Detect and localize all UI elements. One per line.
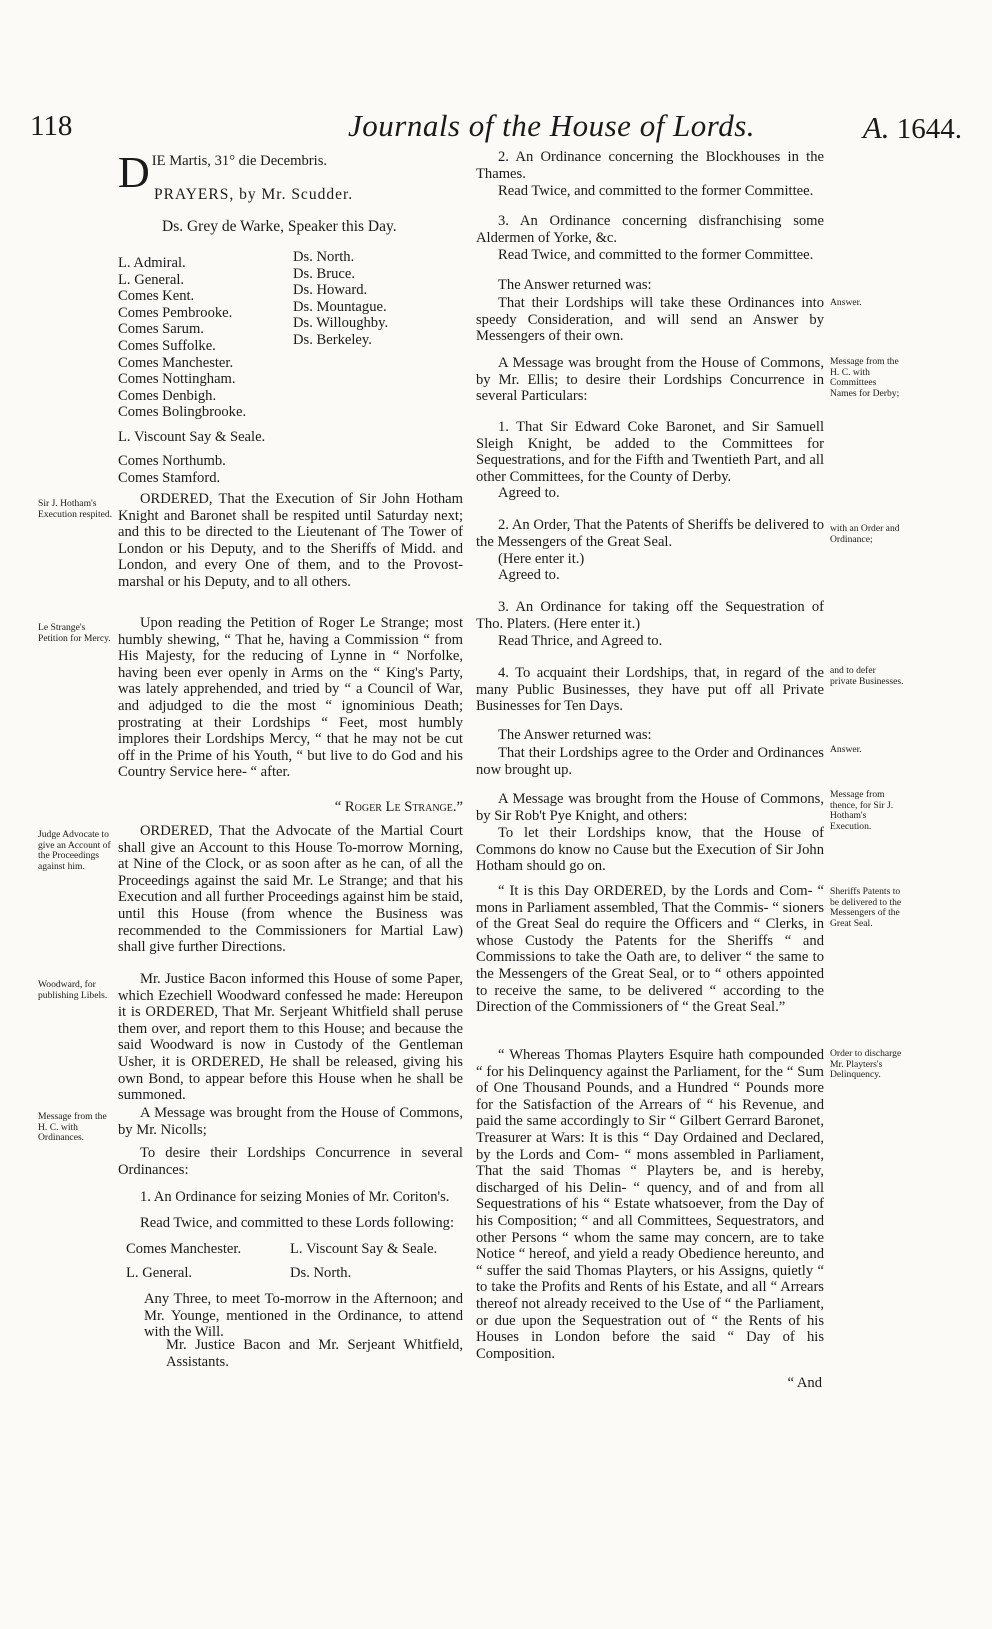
date-text: IE Martis, 31° die Decembris.: [151, 153, 328, 169]
margin-note-hotham: Sir J. Hotham's Execution respited.: [38, 498, 113, 520]
lord-entry: Comes Sarum.: [118, 321, 204, 338]
lord-entry: Comes Pembrooke.: [118, 304, 233, 321]
year: [863, 110, 962, 146]
margin-note-answer-1: Answer.: [830, 297, 862, 308]
year-number: 1644.: [896, 113, 962, 145]
assistants: Mr. Justice Bacon and Mr. Serjeant Whitfield, Assistants.: [166, 1337, 463, 1370]
margin-note-judge: Judge Advocate to give an Account of the Proceedings against him.: [38, 829, 111, 872]
lord-entry: Comes Northumb.: [118, 453, 226, 469]
answer-2: That their Lordships agree to the Order and Ordinances now brought up.: [476, 745, 824, 778]
speaker-line: Ds. Grey de Warke, Speaker this Day.: [162, 218, 397, 235]
lord-entry: Ds. Howard.: [293, 282, 368, 299]
message-pye: A Message was brought from the House of Commons, by Sir Rob't Pye Knight, and others:: [476, 791, 824, 824]
ordinance-1: 1. An Ordinance for seizing Monies of Mr. Coriton's.: [140, 1189, 450, 1205]
lords-list-1: [118, 255, 288, 421]
lord-entry: Ds. Willoughby.: [293, 315, 389, 332]
woodward-order: Mr. Justice Bacon informed this House of some Paper, which Ezechiell Woodward confessed he made: Hereupon it is ORDERED, That Mr. Serjeant Whitfield shall peruse them over, and report them to this House; and because the said Woodward is now in Custody of the Gentleman Usher, it is ORDERED, He shall be released, giving his own Bond, to appear before this House when he shall be summoned.: [118, 971, 463, 1104]
lord-entry: Comes Nottingham.: [118, 371, 236, 388]
lord-entry: Ds. Mountague.: [293, 298, 387, 315]
any-three: Any Three, to meet To-morrow in the Afternoon; and Mr. Younge, mentioned in the Ordinance, to attend with the Will.: [144, 1291, 463, 1341]
lord-entry: L. General.: [118, 271, 185, 288]
catchword: “ And: [787, 1375, 822, 1391]
lord-entry: Ds. Bruce.: [293, 265, 356, 282]
answer-intro-2: The Answer returned was:: [498, 727, 652, 743]
answer-intro-1: The Answer returned was:: [498, 277, 652, 293]
read-twice-1: Read Twice, and committed to these Lords following:: [140, 1215, 455, 1231]
committee-member: L. Viscount Say & Seale.: [290, 1241, 438, 1257]
agreed-2: Agreed to.: [498, 567, 560, 583]
lords-list-3: [118, 453, 463, 486]
let-know: To let their Lordships know, that the House of Commons do know no Cause but the Execution of Sir John Hotham should go on.: [476, 825, 824, 875]
lord-entry: Comes Kent.: [118, 288, 195, 305]
lestrange-petition: Upon reading the Petition of Roger Le Strange; most humbly shewing, “ That he, having a Commission “ from His Majesty, for the reducing of Lynne in “ Norfolke, having been ever openly in Arms on the “ King's Party, was lately apprehended, and tried by “ a Council of War, and adjudged to die the most “ ignominious Death; prostrating at their Lordships “ Feet, most humbly implores their Lordships Mercy, “ that he may not be cut off in the Prime of his Youth, “ but live to do God and his Country Service here- “ after.: [118, 615, 463, 781]
margin-note-answer-2: Answer.: [830, 744, 862, 755]
message-nicolls: A Message was brought from the House of Commons, by Mr. Nicolls;: [118, 1105, 463, 1138]
item-4: 4. To acquaint their Lordships, that, in regard of the many Public Businesses, they have put off all Private Businesses for Ten Days.: [476, 665, 824, 715]
agreed-1: Agreed to.: [498, 485, 560, 501]
margin-note-players: Order to discharge Mr. Playters's Delinquency.: [830, 1048, 902, 1081]
margin-note-woodward: Woodward, for publishing Libels.: [38, 979, 108, 1001]
margin-note-message-names: Message from the H. C. with Committees Names for Derby;: [830, 356, 900, 399]
ordinance-2: 2. An Ordinance concerning the Blockhouses in the Thames.: [476, 149, 824, 182]
read-twice-3: Read Twice, and committed to the former Committee.: [498, 247, 814, 263]
lord-entry: Comes Denbigh.: [118, 387, 217, 404]
message-ellis: A Message was brought from the House of Commons, by Mr. Ellis; to desire their Lordships Concurrence in several Particulars:: [476, 355, 824, 405]
date-dropcap: D: [118, 148, 150, 197]
lord-entry: Comes Stamford.: [118, 469, 221, 486]
item-2: 2. An Order, That the Patents of Sheriffs be delivered to the Messengers of the Great Seal.: [476, 517, 824, 550]
committee-member: Ds. North.: [290, 1265, 352, 1281]
ordinance-3: 3. An Ordinance concerning disfranchising some Aldermen of Yorke, &c.: [476, 213, 824, 246]
margin-note-message: Message from the H. C. with Ordinances.: [38, 1111, 107, 1144]
lestrange-signature: “ Roger Le Strange.”: [334, 799, 463, 815]
committee-member: L. General.: [126, 1265, 193, 1281]
lord-entry: Comes Suffolke.: [118, 337, 216, 354]
margin-note-lestrange: Le Strange's Petition for Mercy.: [38, 622, 111, 644]
desire-concurrence: To desire their Lordships Concurrence in several Ordinances:: [118, 1145, 463, 1178]
lord-entry: L. Admiral.: [118, 255, 186, 271]
page-header: [30, 106, 962, 150]
margin-note-message-hotham: Message from thence, for Sir J. Hotham's Execution.: [830, 789, 894, 832]
item-1: 1. That Sir Edward Coke Baronet, and Sir Samuell Sleigh Knight, be added to the Committees for Sequestrations, and for the Fifth and Twentieth Part, and all other Committees, for the County of Derby.: [476, 419, 824, 485]
answer-1: That their Lordships will take these Ordinances into speedy Consideration, and will send an Answer by Messengers of their own.: [476, 295, 824, 345]
hotham-order: ORDERED, That the Execution of Sir John Hotham Knight and Baronet shall be respited until Saturday next; and this to be directed to the Lieutenant of The Tower of London or his Deputy, and to the Sheriffs of Midd. and London, and every One of them, and to the Provost-marshal or his Deputy, and to all others.: [118, 491, 463, 590]
committee-member: Comes Manchester.: [126, 1241, 242, 1257]
read-thrice: Read Thrice, and Agreed to.: [498, 633, 663, 649]
lord-entry: Comes Manchester.: [118, 354, 234, 371]
prayers-line: PRAYERS, by Mr. Scudder.: [154, 186, 354, 203]
lord-entry: Ds. North.: [293, 249, 355, 265]
margin-note-sheriffs: Sheriffs Patents to be delivered to the Messengers of the Great Seal.: [830, 886, 902, 929]
margin-note-defer: and to defer private Businesses.: [830, 665, 904, 687]
page-number: 118: [30, 110, 73, 142]
order-sheriffs: “ It is this Day ORDERED, by the Lords and Com- “ mons in Parliament assembled, That the Commis- “ sioners of the Great Seal do require the Officers and “ Clerks, in whose Custody the Patents for the Sheriffs “ and Commissions to take the Oath are, to deliver “ the same to the Messengers of the Great Seal, or to “ others appointed to receive the same, to be delivered “ according to the Direction of the Commissioners of “ the Great Seal.”: [476, 883, 824, 1016]
year-letter: A.: [862, 110, 890, 145]
order-players: “ Whereas Thomas Playters Esquire hath compounded “ for his Delinquency against the Parliament, for the “ Sum of One Thousand Pounds, and a Hundred “ Pounds more for the Satisfaction of the Arrears of “ his Revenue, and paid the same accordingly to Sir “ Gilbert Gerrard Baronet, Treasurer at Wars: It is this “ Day Ordained and Declared, by the Lords and Com- “ mons assembled in Parliament, That the said Thomas “ Playters be, and is hereby, discharged of his Delin- “ quency, and of and from all Sequestrations of his “ Estate whatsoever, from the Day of his Composition; “ and all Committees, Sequestrators, and other Persons “ whom the same may concern, are to take Notice “ hereof, and yield a ready Obedience hereunto, and “ suffer the said Thomas Playters, or his Assigns, quietly “ to take the Profits and Rents of his Estate, and all “ Arrears thereof not already received to the Use of “ the Parliament, or due upon the Sequestration out of “ the Rents of his Houses in London before the said “ Day of his Composition.: [476, 1047, 824, 1362]
lord-entry: Comes Bolingbrooke.: [118, 404, 247, 421]
lord-viscount: L. Viscount Say & Seale.: [118, 429, 266, 445]
read-twice-2: Read Twice, and committed to the former Committee.: [498, 183, 814, 199]
here-enter-1: (Here enter it.): [498, 551, 585, 567]
lord-entry: Ds. Berkeley.: [293, 331, 372, 348]
margin-note-with-order: with an Order and Ordinance;: [830, 523, 900, 545]
judge-advocate-order: ORDERED, That the Advocate of the Martial Court shall give an Account to this House To-morrow Morning, at Nine of the Clock, or as soon after as he can, of all the Proceedings against the said Mr. Le Strange; and that his Execution and all further Proceedings against him be staid, until this House (from whence the Business was recommended to the Commissioners for Martial Law) shall give further Directions.: [118, 823, 463, 956]
item-3: 3. An Ordinance for taking off the Sequestration of Tho. Platers. (Here enter it.): [476, 599, 824, 632]
lords-list-2: [293, 249, 433, 349]
running-title: Journals of the House of Lords.: [348, 108, 756, 143]
